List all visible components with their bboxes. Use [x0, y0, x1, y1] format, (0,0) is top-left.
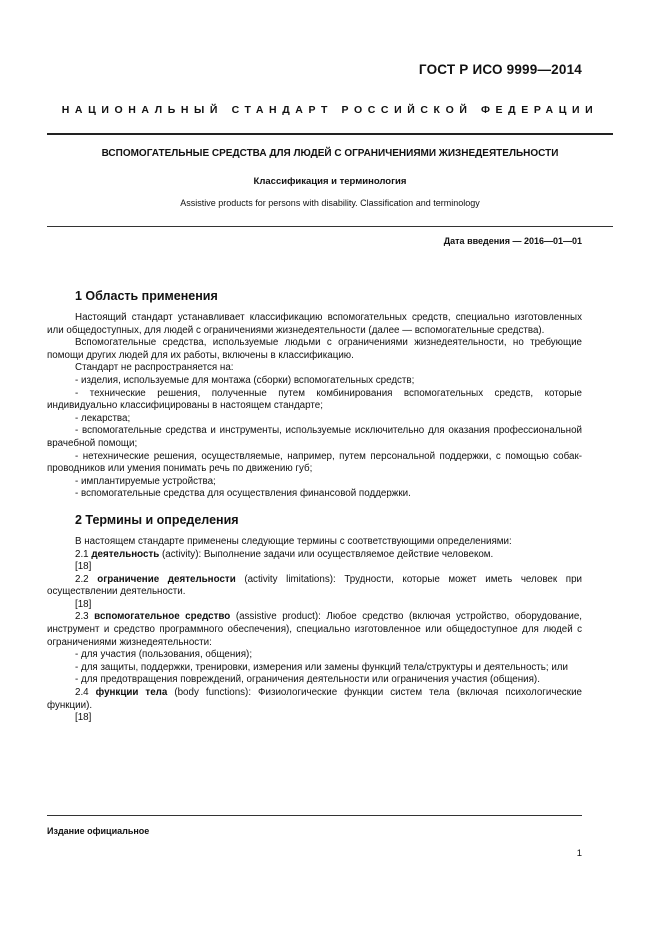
term-list-item: - для защиты, поддержки, тренировки, измерения или замены функций тела/структуры и деятельность; или [75, 661, 568, 673]
term-2-1 [47, 549, 582, 562]
official-edition-label: Издание официальное [47, 826, 150, 836]
header-divider [47, 133, 613, 135]
section-1-paragraph: Стандарт не распространяется на: [75, 362, 234, 374]
term-reference: [18] [75, 561, 92, 573]
document-title-english: Assistive products for persons with disability. Classification and terminology [180, 198, 480, 208]
term-list-item: - для предотвращения повреждений, ограничения деятельности или ограничения участия (общения). [75, 674, 540, 686]
exclusion-item: - технические решения, полученные путем комбинирования вспомогательных средств, которые индивидуально классифицированы в настоящем стандарте; [47, 387, 582, 412]
effective-date: Дата введения — 2016—01—01 [443, 236, 582, 246]
section-1-paragraph: Вспомогательные средства, используемые людьми с ограничениями жизнедеятельности, но требующие помощи других людей для их работы, включены в классификацию. [47, 337, 582, 361]
national-standard-banner: НАЦИОНАЛЬНЫЙ СТАНДАРТ РОССИЙСКОЙ ФЕДЕРАЦИИ [61, 104, 599, 116]
exclusion-item: - лекарства; [75, 412, 131, 424]
term-definition: (assistive product): Любое средство (включая устройство, оборудование, инструмент и средство программного обеспечения), специально изготовленное или общедоступное для людей с ограничениями жизнедеятельности: [47, 611, 583, 648]
section-1-paragraph: Настоящий стандарт устанавливает классификацию вспомогательных средств, специально изготовленных или общедоступных, для людей с ограничениями жизнедеятельности (далее — вспомогательные средства). [47, 312, 582, 336]
term-number: 2.3 [75, 611, 95, 623]
page-number: 1 [576, 848, 582, 859]
term-name: ограничение деятельности [97, 573, 236, 585]
term-2-4 [47, 687, 582, 712]
term-reference: [18] [75, 712, 92, 724]
term-number: 2.2 [75, 573, 98, 585]
term-name: функции тела [95, 687, 168, 699]
term-name: деятельность [91, 548, 160, 560]
exclusion-item: - вспомогательные средства и инструменты, используемые исключительно для оказания профессиональной врачебной помощи; [47, 425, 582, 449]
term-definition: (activity): Выполнение задачи или осуществляемое действие человеком. [159, 548, 494, 560]
term-list-item: - для участия (пользования, общения); [75, 649, 253, 661]
term-number: 2.1 [75, 548, 92, 560]
title-divider [47, 226, 613, 227]
term-definition: (body functions): Физиологические функции систем тела (включая психологические функции). [47, 687, 582, 711]
term-number: 2.4 [75, 687, 96, 699]
term-2-2 [47, 574, 582, 599]
document-subtitle: Классификация и терминология [253, 176, 407, 187]
term-definition: (activity limitations): Трудности, которые может иметь человек при осуществлении деятельности. [47, 573, 582, 598]
footer-divider [47, 815, 582, 816]
term-reference: [18] [75, 598, 92, 610]
document-body [47, 289, 582, 725]
standard-number: ГОСТ Р ИСО 9999—2014 [418, 62, 582, 77]
exclusion-item: - вспомогательные средства для осуществления финансовой поддержки. [75, 488, 411, 500]
section-2-heading: 2 Термины и определения [75, 512, 239, 527]
exclusion-item: - имплантируемые устройства; [75, 475, 216, 487]
term-2-3 [47, 611, 582, 649]
exclusion-item: - нетехнические решения, осуществляемые, например, путем персональной поддержки, с помощью собак-проводников или умения понимать речь по движению губ; [47, 450, 582, 475]
section-2-intro: В настоящем стандарте применены следующие термины с соответствующими определениями: [75, 535, 512, 547]
document-title: ВСПОМОГАТЕЛЬНЫЕ СРЕДСТВА ДЛЯ ЛЮДЕЙ С ОГРАНИЧЕНИЯМИ ЖИЗНЕДЕЯТЕЛЬНОСТИ [101, 148, 559, 159]
term-name: вспомогательное средство [94, 611, 231, 623]
exclusion-item: - изделия, используемые для монтажа (сборки) вспомогательных средств; [75, 374, 415, 386]
section-1-heading: 1 Область применения [75, 289, 218, 303]
